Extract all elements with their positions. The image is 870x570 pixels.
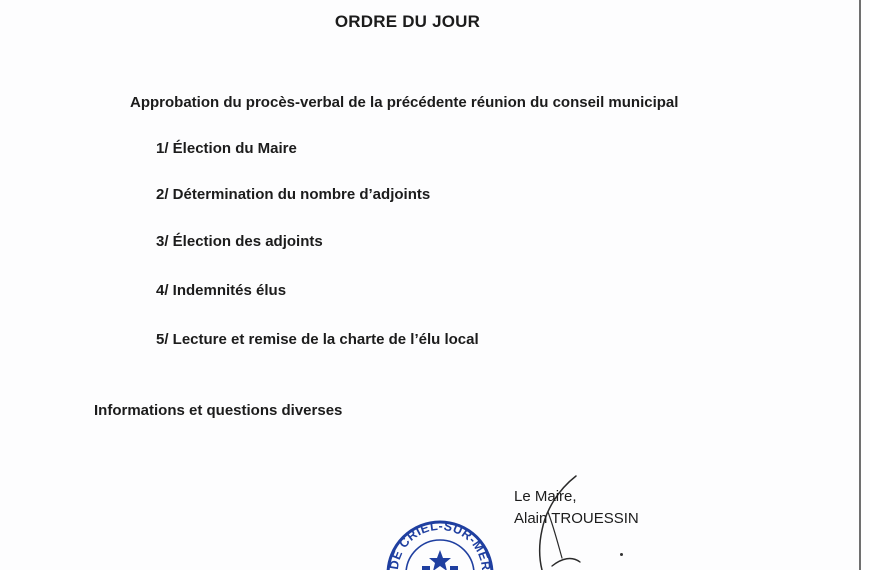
- agenda-item-5: 5/ Lecture et remise de la charte de l’élu local: [156, 331, 479, 348]
- stamp-text: DE CRIEL-SUR-MER: [386, 518, 494, 570]
- agenda-item-1: 1/ Élection du Maire: [156, 140, 297, 157]
- stamp-emblem-icon: [422, 550, 458, 570]
- municipal-stamp: [384, 514, 496, 570]
- page-edge-border: [859, 0, 861, 570]
- agenda-item-3: 3/ Élection des adjoints: [156, 233, 323, 250]
- signature-name: Alain TROUESSIN: [514, 510, 639, 527]
- document-title: ORDRE DU JOUR: [334, 12, 481, 31]
- agenda-intro: Approbation du procès-verbal de la précédente réunion du conseil municipal: [130, 94, 679, 111]
- agenda-item-4: 4/ Indemnités élus: [156, 282, 287, 299]
- agenda-item-2: 2/ Détermination du nombre d’adjoints: [156, 186, 431, 203]
- agenda-closing: Informations et questions diverses: [94, 402, 343, 419]
- signature-title: Le Maire,: [514, 488, 577, 505]
- ink-dot: [620, 553, 623, 556]
